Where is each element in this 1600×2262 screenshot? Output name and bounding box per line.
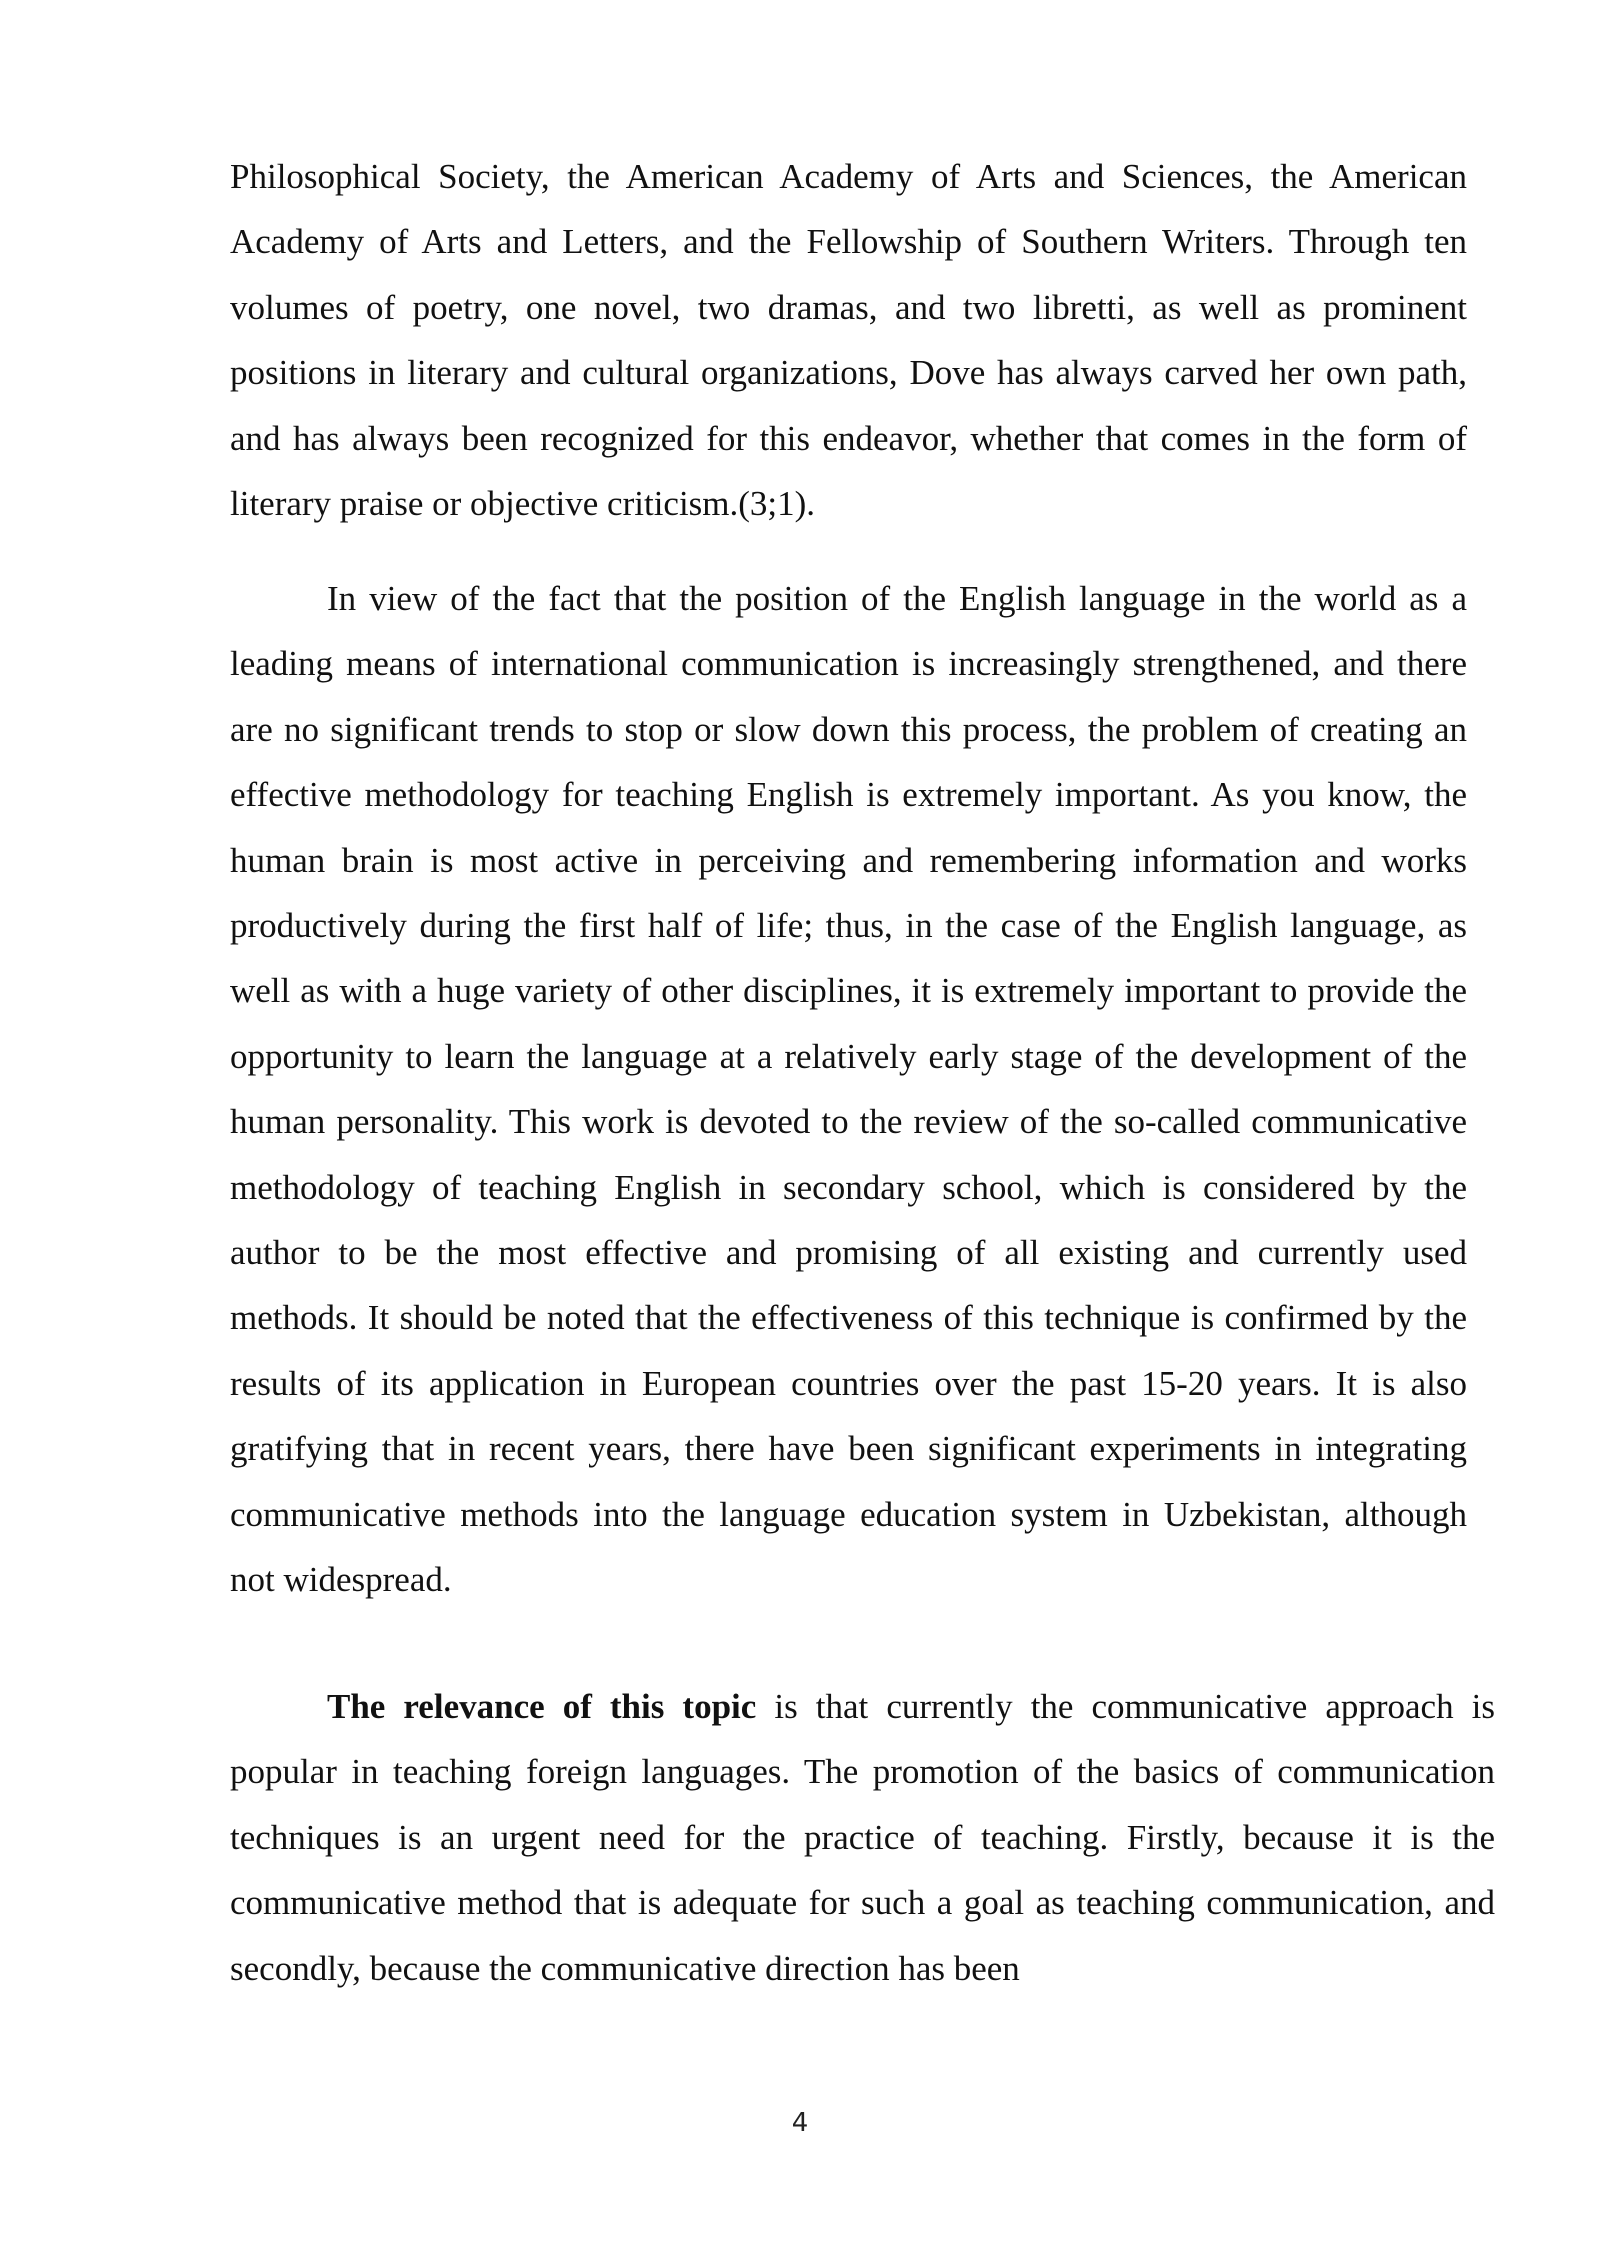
page-number: 4 — [791, 2108, 809, 2138]
relevance-heading: The relevance of this topic — [327, 1687, 757, 1726]
paragraph-dove-biography — [230, 144, 1467, 536]
paragraph-text — [230, 1674, 1495, 2001]
paragraph-text: In view of the fact that the position of the English language in the world as a leading means of international communication is increasingly strengthened, and there are no significant trends to stop or slow down this process, the problem of creating an effective methodology for teaching English is extremely important. As you know, the human brain is most active in perceiving and remembering information and works productively during the first half of life; thus, in the case of the English language, as well as with a huge variety of other disciplines, it is extremely important to provide the opportunity to learn the language at a relatively early stage of the development of the human personality. This work is devoted to the review of the so-called communicative methodology of teaching English in secondary school, which is considered by the author to be the most effective and promising of all existing and currently used methods. It should be noted that the effectiveness of this technique is confirmed by the results of its application in European countries over the past 15-20 years. It is also gratifying that in recent years, there have been significant experiments in integrating communicative methods into the language education system in Uzbekistan, although not widespread. — [230, 579, 1467, 1600]
relevance-text: is that currently the communicative approach is popular in teaching foreign languages. The promotion of the basics of communication techniques is an urgent need for the practice of teaching. Firstly, because it is the communicative method that is adequate for such a goal as teaching communication, and secondly, because the communicative direction has been — [230, 1687, 1495, 1988]
paragraph-relevance — [230, 1674, 1495, 2001]
paragraph-english-methodology — [230, 566, 1467, 1613]
paragraph-text: Philosophical Society, the American Academy of Arts and Sciences, the American Academy of Arts and Letters, and the Fellowship of Southern Writers. Through ten volumes of poetry, one novel, two dramas, and two libretti, as well as prominent positions in literary and cultural organizations, Dove has always carved her own path, and has always been recognized for this endeavor, whether that comes in the form of literary praise or objective criticism.(3;1). — [230, 157, 1467, 524]
